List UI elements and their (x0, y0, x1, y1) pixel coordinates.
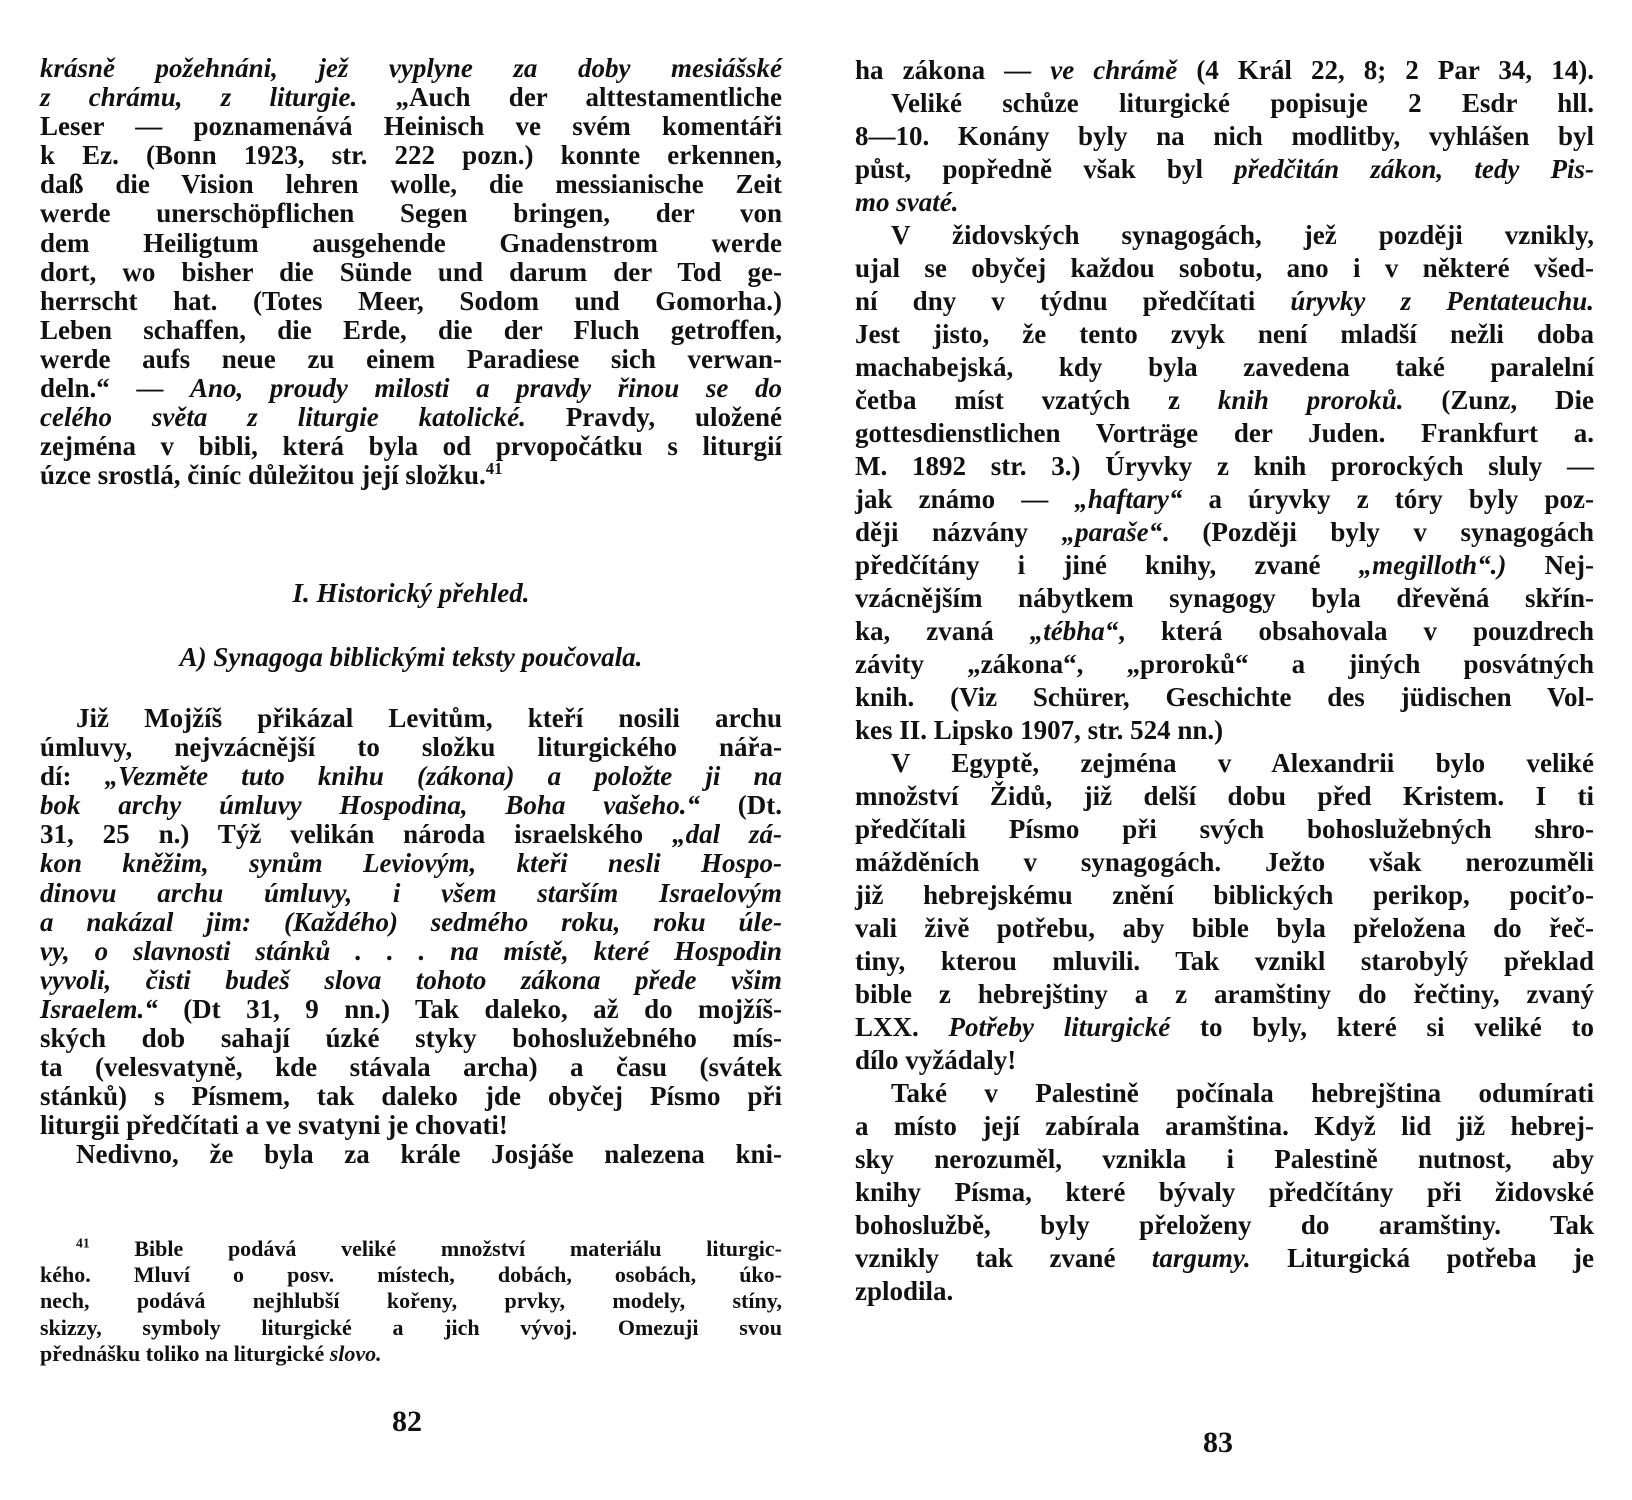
text-run: V Egyptě, zejména v Alexandrii bylo veliké (891, 748, 1594, 778)
text-line (40, 908, 782, 937)
text-run: werde aufs neue zu einem Paradiese sich verwan- (40, 343, 782, 374)
text-line (40, 83, 782, 112)
text-run: . (Později byly v synagogách (1162, 517, 1594, 547)
footnote-marker: 41 (485, 459, 503, 479)
text-line (855, 846, 1594, 879)
text-run: množství Židů, již delší dobu před Kristem. I ti (855, 781, 1594, 811)
text-run: dí: (40, 761, 105, 792)
italic-text: vy, o slavnosti stánků . . . na místě, které Hospodin (40, 935, 782, 966)
text-run: skizzy, symboly liturgické a jich vývoj. Omezuji svou (40, 1314, 782, 1340)
text-run: Leben schaffen, die Erde, die der Fluch getroffen, (40, 314, 782, 345)
text-line (40, 820, 782, 849)
italic-text: Ano, proudy milosti a pravdy řinou se do (189, 373, 782, 404)
text-run: to byly, které si veliké to (1170, 1012, 1594, 1042)
text-line (855, 252, 1594, 285)
italic-text: bok archy úmluvy Hospodina, Boha vašeho.“ (40, 790, 700, 821)
text-line (855, 945, 1594, 978)
text-run: knihy Písma, které bývaly předčítány při židovské (855, 1177, 1594, 1207)
text-line (855, 384, 1594, 417)
text-line (855, 417, 1594, 450)
subsection-heading: A) Synagoga biblickými teksty poučovala. (179, 642, 643, 672)
italic-text: „paraše“ (1061, 517, 1163, 547)
text-run: sky nerozuměl, vznikla i Palestině nutnost, aby (855, 1144, 1594, 1174)
section-heading: I. Historický přehled. (292, 578, 530, 608)
text-line (855, 186, 1594, 219)
text-line (40, 229, 782, 258)
text-run: jak známo — (855, 484, 1075, 514)
text-run: „Auch der alttestamentliche (357, 82, 782, 113)
text-run: bohoslužbě, byly přeloženy do aramštiny. Tak (855, 1210, 1594, 1240)
italic-text: „Vezměte tuto knihu (zákona) a položte ji na (104, 761, 782, 792)
text-run: werde unerschöpflichen Segen bringen, der von (40, 198, 782, 229)
text-line (855, 1077, 1594, 1110)
text-run: liturgii předčítati a ve svatyni je chovati! (40, 1110, 508, 1141)
text-run: ha zákona — (855, 55, 1051, 85)
text-line (40, 995, 782, 1024)
page-number-left: 82 (392, 1405, 422, 1438)
text-line (40, 1288, 782, 1314)
text-run: ději názvány (855, 517, 1062, 547)
text-line (40, 1024, 782, 1053)
text-line (40, 403, 782, 432)
text-run: (4 Král 22, 8; 2 Par 34, 14). (1177, 55, 1594, 85)
italic-text: krásně požehnáni, jež vyplyne za doby mesiášské (40, 53, 782, 83)
text-line (855, 681, 1594, 714)
text-line (40, 374, 782, 403)
text-line (40, 879, 782, 908)
text-line (40, 141, 782, 170)
text-run: půst, popředně však byl (855, 154, 1235, 184)
text-line (40, 791, 782, 820)
text-line (40, 54, 782, 83)
italic-text: „tébha“ (1029, 616, 1119, 646)
text-line (40, 849, 782, 878)
italic-text: mo svaté. (855, 187, 959, 217)
italic-text: targumy. (1151, 1243, 1251, 1273)
text-line (855, 747, 1594, 780)
text-line (855, 879, 1594, 912)
text-run: předčítali Písmo při svých bohoslužebných shro- (855, 814, 1594, 844)
text-run: daß die Vision lehren wolle, die messianische Zeit (40, 169, 782, 200)
text-run: 8—10. Konány byly na nich modlitby, vyhlášen byl (855, 121, 1594, 151)
text-run: gottesdienstlichen Vorträge der Juden. Frankfurt a. (855, 418, 1594, 448)
text-run: LXX. (855, 1012, 949, 1042)
italic-text: dinovu archu úmluvy, i všem starším Israelovým (40, 877, 782, 908)
text-line (855, 582, 1594, 615)
text-line (40, 762, 782, 791)
text-run: ta (velesvatyně, kde stávala archa) a času (svátek (40, 1052, 782, 1083)
text-run: vznikly tak zvané (855, 1243, 1152, 1273)
text-run: (Dt. (699, 790, 783, 821)
text-run: ka, zvaná (855, 616, 1030, 646)
italic-text: celého světa z liturgie katolické. (40, 402, 526, 433)
text-run: mážděních v synagogách. Ježto však nerozuměli (855, 847, 1594, 877)
text-run: Již Mojžíš přikázal Levitům, kteří nosili archu (76, 703, 782, 733)
text-run: Pravdy, uložené (525, 402, 782, 433)
text-line (855, 318, 1594, 351)
text-line (40, 1236, 782, 1262)
left-page-intro-paragraph (40, 54, 782, 490)
text-line (855, 351, 1594, 384)
text-line (40, 287, 782, 316)
text-run: , která obsahovala v pouzdrech (1118, 616, 1594, 646)
text-run: nech, podává nejhlubší kořeny, prvky, modely, stíny, (40, 1288, 782, 1314)
text-run: četba míst vzatých z (855, 385, 1218, 415)
text-run: zplodila. (855, 1276, 954, 1306)
italic-text: předčitán zákon, tedy Pis- (1234, 154, 1594, 184)
italic-text: knih proroků. (1217, 385, 1404, 415)
text-run: vzácnějším nábytkem synagogy byla dřevěná skřín- (855, 583, 1594, 613)
text-line (40, 170, 782, 199)
text-run: 31, 25 n.) Týž velikán národa israelského (40, 819, 673, 850)
italic-text: ve chrámě (1050, 55, 1178, 85)
text-line (40, 258, 782, 287)
text-line (855, 813, 1594, 846)
text-run: tiny, kterou mluvili. Tak vznikl starobylý překlad (855, 946, 1594, 976)
text-run: Liturgická potřeba je (1250, 1243, 1594, 1273)
text-line (855, 516, 1594, 549)
text-line (40, 1315, 782, 1341)
text-line (40, 1140, 782, 1169)
text-run: a místo její zabírala aramština. Když lid již hebrej- (855, 1111, 1594, 1141)
text-run: Veliké schůze liturgické popisuje 2 Esdr hll. (891, 88, 1594, 118)
text-line (855, 54, 1594, 87)
text-run: již hebrejskému znění biblických perikop, pociťo- (855, 880, 1594, 910)
text-line (40, 345, 782, 374)
text-line (40, 461, 782, 490)
text-run: (Zunz, Die (1403, 385, 1594, 415)
text-run: Jest jisto, že tento zvyk není mladší nežli doba (855, 319, 1594, 349)
italic-text: z chrámu, z liturgie. (40, 82, 358, 113)
italic-text: „haftary“ (1074, 484, 1183, 514)
italic-text: vyvoli, čisti budeš slova tohoto zákona přede všim (40, 964, 782, 995)
text-run: (Dt 31, 9 nn.) Tak daleko, až do mojžíš- (157, 993, 782, 1024)
text-line (40, 966, 782, 995)
text-run: ujal se obyčej každou sobotu, ano i v některé všed- (855, 253, 1594, 283)
italic-text: „megilloth“.) (1358, 550, 1507, 580)
text-line (855, 1209, 1594, 1242)
text-line (855, 285, 1594, 318)
text-line (855, 120, 1594, 153)
text-run: přednášku toliko na liturgické (40, 1340, 330, 1366)
italic-text: Potřeby liturgické (948, 1012, 1171, 1042)
text-line (40, 1053, 782, 1082)
page-number-right: 83 (1203, 1426, 1233, 1459)
text-line (855, 1011, 1594, 1044)
italic-text: slovo. (329, 1340, 382, 1366)
text-line (855, 615, 1594, 648)
text-line (855, 483, 1594, 516)
text-run: ských dob sahají úzké styky bohoslužebného mís- (40, 1023, 782, 1054)
text-line (855, 153, 1594, 186)
text-line (40, 704, 782, 733)
text-line (40, 1082, 782, 1111)
footnote-41 (40, 1236, 782, 1367)
text-run: dort, wo bisher die Sünde und darum der Tod ge- (40, 256, 782, 287)
italic-text: Israelem.“ (40, 993, 158, 1024)
text-line (40, 937, 782, 966)
text-run: ní dny v týdnu předčítati (855, 286, 1291, 316)
text-run: kes II. Lipsko 1907, str. 524 nn.) (855, 715, 1224, 745)
footnote-marker: 41 (76, 1235, 90, 1251)
text-run: Nej- (1506, 550, 1595, 580)
left-page-body-text (40, 704, 782, 1170)
text-run: M. 1892 str. 3.) Úryvky z knih prorockých sluly — (855, 451, 1594, 481)
text-line (855, 1143, 1594, 1176)
text-run: vali živě potřebu, aby bible byla přeložena do řeč- (855, 913, 1594, 943)
text-line (855, 780, 1594, 813)
text-line (40, 112, 782, 141)
text-line (855, 1044, 1594, 1077)
text-run: deln.“ — (40, 373, 190, 404)
italic-text: úryvky z Pentateuchu. (1290, 286, 1595, 316)
text-line (855, 648, 1594, 681)
text-run: machabejská, kdy byla zavedena také paralelní (855, 352, 1594, 382)
text-run: kého. Mluví o posv. místech, dobách, osobách, úko- (40, 1262, 782, 1288)
text-line (855, 87, 1594, 120)
text-line (855, 219, 1594, 252)
text-run: herrscht hat. (Totes Meer, Sodom und Gomorha.) (40, 285, 782, 316)
text-line (40, 1341, 782, 1367)
text-line (855, 978, 1594, 1011)
text-run: dílo vyžádaly! (855, 1045, 1017, 1075)
text-line (40, 1111, 782, 1140)
text-line (40, 1262, 782, 1288)
text-run: zejména v bibli, která byla od prvopočátku s liturgií (40, 431, 782, 462)
text-run: bible z hebrejštiny a z aramštiny do řečtiny, zvaný (855, 979, 1594, 1009)
text-run: V židovských synagogách, jež později vznikly, (891, 220, 1594, 250)
text-line (855, 1176, 1594, 1209)
text-run: úmluvy, nejvzácnější to složku liturgického nářa- (40, 732, 782, 763)
text-run: závity „zákona“, „proroků“ a jiných posvátných (855, 649, 1594, 679)
text-run: Také v Palestině počínala hebrejština odumírati (891, 1078, 1594, 1108)
text-line (855, 1110, 1594, 1143)
text-line (40, 316, 782, 345)
text-run: Leser — poznamenává Heinisch ve svém komentáři (40, 111, 782, 142)
left-page-headings (40, 578, 782, 706)
text-line (855, 912, 1594, 945)
text-run: k Ez. (Bonn 1923, str. 222 pozn.) konnte erkennen, (40, 140, 782, 171)
text-run: a úryvky z tóry byly poz- (1182, 484, 1595, 514)
text-line (855, 450, 1594, 483)
text-run: Bible podává veliké množství materiálu liturgic- (89, 1236, 782, 1261)
italic-text: a nakázal jim: (Každého) sedmého roku, roku úle- (40, 906, 782, 937)
text-run: úzce srostlá, činíc důležitou její složku. (40, 460, 486, 491)
text-run: předčítány i jiné knihy, zvané (855, 550, 1359, 580)
italic-text: kon kněžim, synům Leviovým, kteři nesli Hospo- (40, 848, 782, 879)
text-line (855, 1275, 1594, 1308)
italic-text: „dal zá- (672, 819, 783, 850)
text-run: knih. (Viz Schürer, Geschichte des jüdischen Vol- (855, 682, 1594, 712)
right-page-body-text (855, 54, 1594, 1308)
text-line (40, 199, 782, 228)
text-run: stánků) s Písmem, tak daleko jde obyčej Písmo při (40, 1081, 782, 1112)
text-line (855, 1242, 1594, 1275)
text-run: dem Heiligtum ausgehende Gnadenstrom werde (40, 227, 782, 258)
text-line (855, 714, 1594, 747)
text-line (855, 549, 1594, 582)
text-line (40, 432, 782, 461)
text-line (40, 733, 782, 762)
text-run: Nedivno, že byla za krále Josjáše nalezena kni- (76, 1139, 782, 1170)
